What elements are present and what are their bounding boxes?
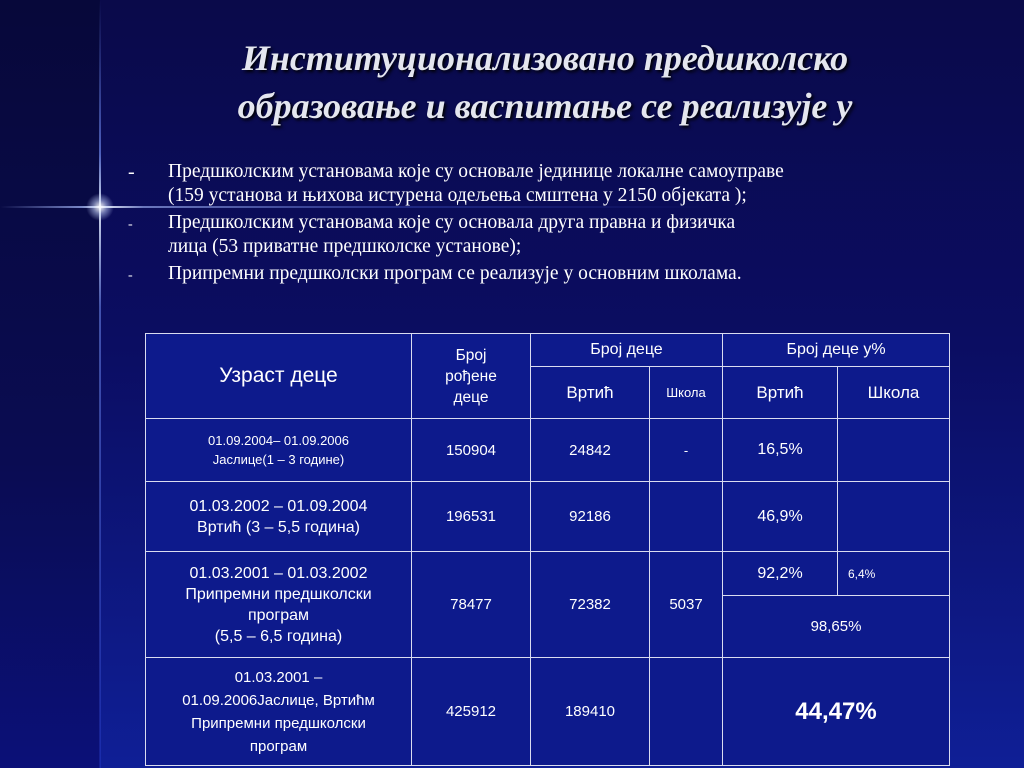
age-line-1: 01.09.2004– 01.09.2006	[208, 433, 349, 448]
cell-school	[650, 658, 723, 766]
cell-school-pct: 6,4%	[838, 552, 950, 596]
light-flare-vertical	[99, 0, 101, 768]
header-born-line-3: деце	[453, 388, 489, 406]
cell-school-pct	[838, 419, 950, 482]
sparkle-icon	[86, 193, 114, 221]
cell-total-pct: 44,47%	[723, 658, 950, 766]
header-born-line-1: Број	[455, 346, 487, 364]
slide-title	[120, 34, 970, 130]
cell-age	[146, 658, 412, 766]
title-line-2: образовање и васпитање се реализује у	[237, 86, 853, 126]
age-line-3: програм	[247, 606, 310, 624]
cell-born: 425912	[412, 658, 531, 766]
cell-born: 150904	[412, 419, 531, 482]
age-line-2: Припремни предшколски	[185, 585, 372, 603]
header-kindergarten-pct: Вртић	[723, 367, 838, 419]
age-line-2: Вртић (3 – 5,5 година)	[197, 518, 360, 536]
table-row	[146, 482, 950, 552]
side-panel	[0, 0, 100, 768]
bullet-list	[126, 160, 986, 289]
header-born-line-2: рођене	[445, 367, 497, 385]
header-children-pct: Број деце у%	[723, 334, 950, 367]
cell-total-pct: 98,65%	[723, 596, 950, 658]
cell-kindergarten-pct: 16,5%	[723, 419, 838, 482]
age-line-3: Припремни предшколски	[191, 714, 366, 732]
table-row	[146, 419, 950, 482]
cell-kindergarten-pct: 46,9%	[723, 482, 838, 552]
age-line-2: 01.09.2006Јаслице, Вртићм	[182, 691, 375, 709]
header-kindergarten: Вртић	[531, 367, 650, 419]
header-school: Школа	[650, 367, 723, 419]
table-row	[146, 552, 950, 596]
age-line-1: 01.03.2001 –	[234, 668, 323, 686]
bullet-item	[126, 211, 986, 259]
cell-age	[146, 552, 412, 658]
cell-born: 78477	[412, 552, 531, 658]
cell-age	[146, 482, 412, 552]
age-line-4: програм	[249, 737, 308, 755]
cell-school: -	[650, 419, 723, 482]
bullet-dash: -	[128, 161, 135, 183]
table-row	[146, 658, 950, 766]
bullet-line-1: Припремни предшколски програм се реализује у основним школама.	[168, 263, 742, 284]
data-table	[145, 333, 950, 766]
bullet-dash: -	[128, 217, 133, 232]
age-line-4: (5,5 – 6,5 година)	[214, 627, 343, 645]
bullet-item	[126, 160, 986, 208]
header-age: Узраст деце	[146, 334, 412, 419]
data-table-container	[145, 333, 950, 766]
bullet-item	[126, 262, 986, 286]
age-line-2: Јаслице(1 – 3 године)	[212, 452, 345, 467]
bullet-line-1: Предшколским установама које су основала друга правна и физичка	[168, 212, 736, 233]
cell-kindergarten: 72382	[531, 552, 650, 658]
cell-school-pct	[838, 482, 950, 552]
header-school-pct: Школа	[838, 367, 950, 419]
cell-kindergarten: 189410	[531, 658, 650, 766]
bullet-line-1: Предшколским установама које су основале јединице локалне самоуправе	[168, 161, 784, 182]
header-born	[412, 334, 531, 419]
bullet-line-2: (159 установа и њихова истурена одељења смштена у 2150 објеката );	[168, 185, 747, 206]
cell-school: 5037	[650, 552, 723, 658]
title-line-1: Институционализовано предшколско	[241, 38, 849, 78]
cell-school	[650, 482, 723, 552]
age-line-1: 01.03.2002 – 01.09.2004	[189, 497, 368, 515]
cell-kindergarten: 24842	[531, 419, 650, 482]
cell-kindergarten: 92186	[531, 482, 650, 552]
age-line-1: 01.03.2001 – 01.03.2002	[189, 564, 368, 582]
cell-age	[146, 419, 412, 482]
header-children: Број деце	[531, 334, 723, 367]
cell-kindergarten-pct: 92,2%	[723, 552, 838, 596]
bullet-dash: -	[128, 268, 133, 283]
cell-born: 196531	[412, 482, 531, 552]
bullet-line-2: лица (53 приватне предшколске установе);	[168, 236, 522, 257]
